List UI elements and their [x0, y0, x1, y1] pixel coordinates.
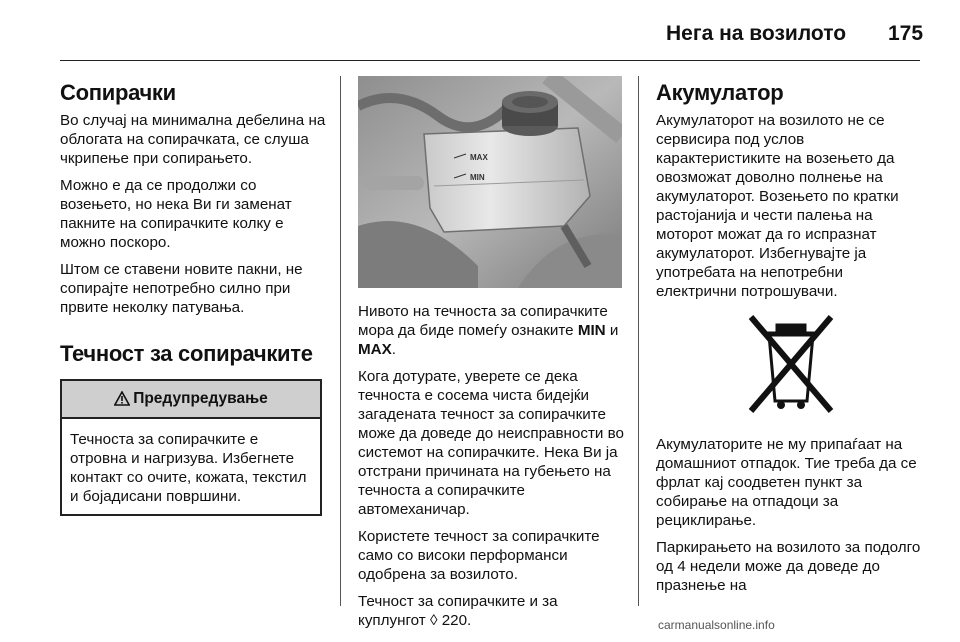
battery-heading: Акумулатор [656, 80, 784, 105]
page-reference-icon: ◊ [429, 612, 438, 629]
page-reference[interactable]: 220. [437, 612, 472, 629]
battery-paragraph-3: Паркирањето на возилото за подолго од 4 недели може да доведе до празнење на [656, 539, 921, 595]
column-divider-1 [340, 76, 341, 606]
warning-title: Предупредување [133, 389, 268, 407]
warning-header [62, 381, 320, 419]
column-middle [358, 72, 626, 638]
fluid-paragraph-4: Течност за сопирачките и за куплунгот ◊ 220. [358, 593, 558, 629]
battery-paragraph-2: Акумулаторите не му припаѓаат на домашниот отпадок. Тие треба да се фрлат кај соодветен пункт за собирање на отпадоци за рециклирање. [656, 436, 917, 530]
brakes-paragraph-2: Можно е да се продолжи со возењето, но нека Ви ги заменат пакните на сопирачките колку е можно поскоро. [60, 177, 292, 252]
watermark: carmanualsonline.info [658, 618, 775, 632]
brake-fluid-reservoir-photo [358, 76, 622, 288]
max-mark-label: MAX [470, 153, 488, 162]
column-right [656, 72, 926, 603]
column-left [60, 72, 330, 516]
min-mark: MIN [577, 322, 606, 339]
brake-fluid-heading: Течност за сопирачките [60, 341, 313, 367]
brakes-paragraph-3: Штом се ставени новите пакни, не сопирајте непотребно силно при првите неколку патувања. [60, 261, 303, 317]
crossed-out-bin-icon [747, 313, 835, 415]
fluid-paragraph-3: Користете течност за сопирачките само со високи перформанси одобрена за возилото. [358, 528, 600, 583]
column-divider-2 [638, 76, 639, 606]
warning-body [62, 419, 320, 514]
max-mark: MAX [358, 341, 392, 358]
brakes-paragraph-1: Во случај на минимална дебелина на облогата на сопирачката, се слуша чкрипење при сопирањето. [60, 112, 326, 168]
battery-paragraph-1: Акумулаторот на возилото не се сервисира под услов карактеристиките на возењето да овозможат доволно полнење на акумулаторот. Возењето по кратки растојанија и чести палења на моторот можат да го испразнат акумулаторот. Избегнувајте ја употребата на непотребни електрични потрошувачи. [656, 112, 899, 301]
running-header: Нега на возилото [666, 22, 847, 45]
min-mark-label: MIN [470, 173, 485, 182]
warning-triangle-icon [114, 391, 130, 406]
fluid-level-paragraph: Нивото на течноста за сопирачките мора да биде помеѓу ознаките MIN и MAX. [358, 303, 619, 358]
warning-text: Течноста за сопирачките е отровна и нагризува. Избегнете контакт со очите, кожата, текстил и бојадисани површини. [70, 430, 307, 505]
header-rule [60, 60, 920, 61]
page-number: 175 [888, 22, 924, 45]
warning-box [60, 379, 322, 516]
fluid-paragraph-2: Кога дотурате, уверете се дека течноста е сосема чиста бидејќи загадената течност за сопирачките може да доведе до неисправности во системот на сопирачките. Нека Ви ја отстрани причината на губењето на течноста а сопирачките автомеханичар. [358, 368, 624, 518]
brakes-heading: Сопирачки [60, 80, 176, 105]
